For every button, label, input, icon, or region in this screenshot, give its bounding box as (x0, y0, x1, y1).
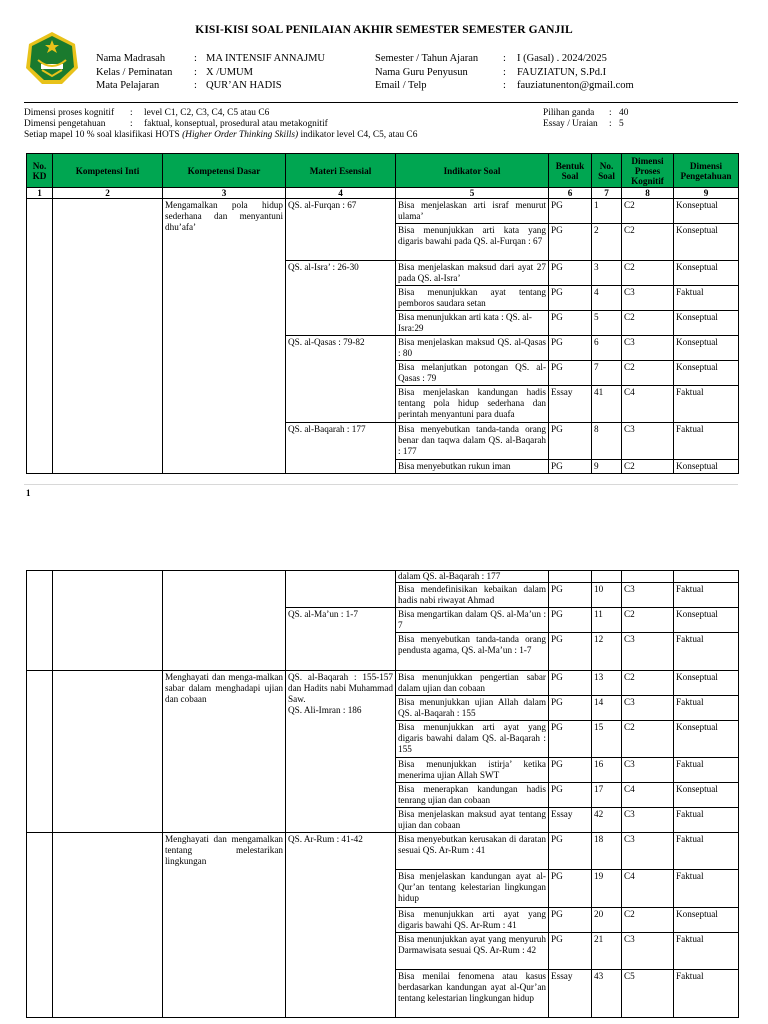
indikator-cell: Bisa menunjukkan arti kata : QS. al-Isra:29 (396, 311, 549, 336)
dimension-value: level C1, C2, C3, C4, C5 atau C6 (144, 108, 270, 118)
dimension-notes (24, 108, 328, 130)
hots-italic: (Higher Order Thinking Skills) (182, 130, 299, 140)
col-header-kompetensi-inti: Kompetensi Inti (53, 154, 163, 188)
info-colon: : (503, 53, 506, 64)
kognitif-cell: C3 (622, 758, 674, 783)
info-row-kelas (96, 66, 325, 80)
no-soal-cell: 12 (592, 633, 622, 671)
col-number: 2 (53, 188, 163, 199)
kognitif-cell (622, 571, 674, 583)
kognitif-cell: C2 (622, 311, 674, 336)
indikator-cell: dalam QS. al-Baqarah : 177 (396, 571, 549, 583)
no-soal-cell: 16 (592, 758, 622, 783)
kognitif-cell: C2 (622, 460, 674, 474)
indikator-cell: Bisa menyebutkan tanda-tanda orang pendusta agama, QS. al-Ma’un : 1-7 (396, 633, 549, 671)
col-header-bentuk: Bentuk Soal (549, 154, 592, 188)
bentuk-cell: Essay (549, 808, 592, 833)
kognitif-cell: C2 (622, 721, 674, 758)
bentuk-cell: PG (549, 833, 592, 870)
pengetahuan-cell: Faktual (674, 633, 739, 671)
kognitif-cell: C2 (622, 224, 674, 261)
info-value: I (Gasal) . 2024/2025 (517, 53, 607, 64)
pengetahuan-cell: Konseptual (674, 199, 739, 224)
kisi-table-page-2 (26, 570, 739, 1018)
kompetensi-inti-cell (53, 199, 163, 474)
bentuk-cell: PG (549, 870, 592, 908)
bentuk-cell: PG (549, 696, 592, 721)
count-row (543, 119, 628, 130)
pengetahuan-cell: Konseptual (674, 608, 739, 633)
pengetahuan-cell: Faktual (674, 423, 739, 460)
indikator-cell: Bisa menjelaskan kandungan hadis tentang pola hidup sederhana dan perintah menyantuni para duafa (396, 386, 549, 423)
no-kd-cell (27, 833, 53, 1018)
info-value: fauziatunenton@gmail.com (517, 80, 634, 91)
school-info (96, 52, 325, 93)
info-colon: : (194, 53, 197, 64)
bentuk-cell: PG (549, 933, 592, 970)
pengetahuan-cell: Konseptual (674, 671, 739, 696)
bentuk-cell: PG (549, 783, 592, 808)
materi-cell: QS. al-Qasas : 79-82 (286, 336, 396, 423)
pengetahuan-cell: Konseptual (674, 224, 739, 261)
bentuk-cell: PG (549, 608, 592, 633)
table-row (27, 671, 739, 696)
info-value: MA INTENSIF ANNAJMU (206, 53, 326, 64)
no-soal-cell: 17 (592, 783, 622, 808)
pengetahuan-cell: Faktual (674, 386, 739, 423)
hots-prefix: Setiap mapel 10 % soal klasifikasi HOTS (24, 130, 183, 140)
dimension-row (24, 119, 328, 130)
no-soal-cell: 18 (592, 833, 622, 870)
no-soal-cell: 19 (592, 870, 622, 908)
col-number: 6 (549, 188, 592, 199)
kompetensi-inti-cell (53, 833, 163, 1018)
dimension-colon: : (130, 108, 133, 118)
page-number: 1 (26, 488, 31, 498)
col-number: 5 (396, 188, 549, 199)
bentuk-cell: PG (549, 423, 592, 460)
pengetahuan-cell: Konseptual (674, 261, 739, 286)
kognitif-cell: C3 (622, 286, 674, 311)
no-kd-cell (27, 571, 53, 671)
no-soal-cell: 6 (592, 336, 622, 361)
count-label: Pilihan ganda (543, 108, 595, 118)
no-soal-cell: 20 (592, 908, 622, 933)
info-row-mapel (96, 79, 325, 93)
materi-cell (286, 671, 396, 833)
bentuk-cell: Essay (549, 970, 592, 1018)
materi-cell: QS. al-Baqarah : 177 (286, 423, 396, 474)
bentuk-cell: PG (549, 671, 592, 696)
indikator-cell: Bisa mengartikan dalam QS. al-Ma’un : 7 (396, 608, 549, 633)
no-soal-cell: 41 (592, 386, 622, 423)
pengetahuan-cell: Faktual (674, 696, 739, 721)
kompetensi-dasar-cell: Menghayati dan menga-malkan sabar dalam menghadapi ujian dan cobaan (163, 671, 286, 833)
hots-suffix: indikator level C4, C5, atau C6 (298, 130, 418, 140)
dimension-row (24, 108, 328, 119)
indikator-cell: Bisa menunjukkan ayat yang menyuruh Darmawisata sesuai QS. Ar-Rum : 42 (396, 933, 549, 970)
indikator-cell: Bisa menunjukkan arti ayat yang digaris bawahi dalam QS. al-Baqarah : 155 (396, 721, 549, 758)
info-label: Mata Pelajaran (96, 80, 160, 91)
question-count-notes (543, 108, 628, 130)
col-header-indikator: Indikator Soal (396, 154, 549, 188)
materi-text: QS. al-Baqarah : 155-157 dan Hadits nabi Muhammad Saw. (288, 672, 393, 704)
indikator-cell: Bisa menyebutkan tanda-tanda orang benar dan taqwa dalam QS. al-Baqarah : 177 (396, 423, 549, 460)
count-label: Essay / Uraian (543, 119, 598, 129)
pengetahuan-cell: Faktual (674, 870, 739, 908)
kisi-table-page-1 (26, 153, 739, 474)
bentuk-cell: PG (549, 224, 592, 261)
col-number: 7 (592, 188, 622, 199)
no-soal-cell: 8 (592, 423, 622, 460)
kognitif-cell: C2 (622, 261, 674, 286)
col-number: 8 (622, 188, 674, 199)
indikator-cell: Bisa menunjukkan ayat tentang pemboros saudara setan (396, 286, 549, 311)
info-colon: : (194, 66, 197, 78)
col-number: 1 (27, 188, 53, 199)
kognitif-cell: C3 (622, 933, 674, 970)
info-label: Nama Guru Penyusun (375, 66, 468, 78)
bentuk-cell: PG (549, 286, 592, 311)
table-row (27, 199, 739, 224)
info-label: Kelas / Peminatan (96, 66, 173, 78)
info-value: QUR’AN HADIS (206, 80, 282, 91)
info-colon: : (194, 80, 197, 91)
no-kd-cell (27, 671, 53, 833)
header-divider (24, 102, 738, 103)
info-label: Email / Telp (375, 80, 427, 91)
materi-cell: QS. al-Furqan : 67 (286, 199, 396, 261)
no-soal-cell (592, 571, 622, 583)
hots-note (24, 130, 417, 140)
no-soal-cell: 14 (592, 696, 622, 721)
kompetensi-inti-cell (53, 671, 163, 833)
indikator-cell: Bisa menjelaskan maksud QS. al-Qasas : 80 (396, 336, 549, 361)
bentuk-cell: PG (549, 261, 592, 286)
no-soal-cell: 9 (592, 460, 622, 474)
col-number: 3 (163, 188, 286, 199)
count-colon: : (609, 119, 612, 129)
materi-cell: QS. al-Ma’un : 1-7 (286, 608, 396, 671)
pengetahuan-cell: Konseptual (674, 311, 739, 336)
kognitif-cell: C2 (622, 608, 674, 633)
no-soal-cell: 7 (592, 361, 622, 386)
indikator-cell: Bisa menyebutkan kerusakan di daratan sesuai QS. Ar-Rum : 41 (396, 833, 549, 870)
kognitif-cell: C3 (622, 336, 674, 361)
pengetahuan-cell: Faktual (674, 583, 739, 608)
kognitif-cell: C2 (622, 361, 674, 386)
materi-cell: QS. al-Isra’ : 26-30 (286, 261, 396, 336)
no-soal-cell: 13 (592, 671, 622, 696)
no-soal-cell: 1 (592, 199, 622, 224)
indikator-cell: Bisa menjelaskan arti israf menurut ulama’ (396, 199, 549, 224)
pengetahuan-cell: Faktual (674, 808, 739, 833)
kognitif-cell: C2 (622, 671, 674, 696)
indikator-cell: Bisa mendefinisikan kebaikan dalam hadis nabi riwayat Ahmad (396, 583, 549, 608)
pengetahuan-cell: Faktual (674, 758, 739, 783)
info-row-semester (375, 52, 634, 66)
no-soal-cell: 5 (592, 311, 622, 336)
info-colon: : (503, 80, 506, 91)
kognitif-cell: C4 (622, 870, 674, 908)
bentuk-cell: PG (549, 199, 592, 224)
indikator-cell: Bisa menerapkan kandungan hadis tenrang ujian dan cobaan (396, 783, 549, 808)
kognitif-cell: C3 (622, 833, 674, 870)
kognitif-cell: C3 (622, 696, 674, 721)
kompetensi-dasar-cell: Mengamalkan pola hidup sederhana dan menyantuni dhu’afa’ (163, 199, 286, 474)
count-value: 40 (619, 108, 629, 118)
dimension-label: Dimensi proses kognitif (24, 108, 115, 118)
no-soal-cell: 4 (592, 286, 622, 311)
col-header-kompetensi-dasar: Kompetensi Dasar (163, 154, 286, 188)
col-header-materi: Materi Esensial (286, 154, 396, 188)
col-header-no-kd: No. KD (27, 154, 53, 188)
kompetensi-inti-cell (53, 571, 163, 671)
pengetahuan-cell: Faktual (674, 286, 739, 311)
kognitif-cell: C4 (622, 386, 674, 423)
kognitif-cell: C3 (622, 808, 674, 833)
kompetensi-dasar-cell (163, 571, 286, 671)
no-soal-cell: 2 (592, 224, 622, 261)
info-label: Semester / Tahun Ajaran (375, 53, 479, 64)
bentuk-cell: PG (549, 908, 592, 933)
info-row-guru (375, 66, 634, 80)
pengetahuan-cell: Faktual (674, 833, 739, 870)
bentuk-cell: PG (549, 336, 592, 361)
indikator-cell: Bisa menunjukkan istirja’ ketika menerima ujian Allah SWT (396, 758, 549, 783)
bentuk-cell (549, 571, 592, 583)
pengetahuan-cell: Konseptual (674, 460, 739, 474)
info-label: Nama Madrasah (96, 53, 166, 64)
indikator-cell: Bisa menyebutkan rukun iman (396, 460, 549, 474)
kognitif-cell: C2 (622, 908, 674, 933)
col-header-no-soal: No. Soal (592, 154, 622, 188)
bentuk-cell: PG (549, 460, 592, 474)
col-number: 9 (674, 188, 739, 199)
no-soal-cell: 42 (592, 808, 622, 833)
indikator-cell: Bisa menunjukkan arti kata yang digaris bawahi pada QS. al-Furqan : 67 (396, 224, 549, 261)
table-row (27, 833, 739, 870)
kognitif-cell: C2 (622, 199, 674, 224)
indikator-cell: Bisa menilai fenomena atau kasus berdasarkan kandungan ayat al-Qur’an tentang kelestarian lingkungan hidup (396, 970, 549, 1018)
no-soal-cell: 3 (592, 261, 622, 286)
info-value: FAUZIATUN, S.Pd.I (517, 66, 607, 78)
kognitif-cell: C5 (622, 970, 674, 1018)
materi-cell: QS. Ar-Rum : 41-42 (286, 833, 396, 1018)
kompetensi-dasar-cell: Menghayati dan mengamalkan tentang melestarikan lingkungan (163, 833, 286, 1018)
indikator-cell: Bisa menunjukkan pengertian sabar dalam ujian dan cobaan (396, 671, 549, 696)
pengetahuan-cell: Konseptual (674, 361, 739, 386)
indikator-cell: Bisa menunjukkan ujian Allah dalam QS. al-Baqarah : 155 (396, 696, 549, 721)
bentuk-cell: PG (549, 311, 592, 336)
pengetahuan-cell: Konseptual (674, 721, 739, 758)
col-header-pengetahuan: Dimensi Pengetahuan (674, 154, 739, 188)
indikator-cell: Bisa menunjukkan arti ayat yang digaris bawahi QS. Ar-Rum : 41 (396, 908, 549, 933)
teacher-info (375, 52, 634, 93)
bentuk-cell: Essay (549, 386, 592, 423)
indikator-cell: Bisa melanjutkan potongan QS. al-Qasas : 79 (396, 361, 549, 386)
info-colon: : (503, 66, 506, 78)
kognitif-cell: C3 (622, 633, 674, 671)
pengetahuan-cell (674, 571, 739, 583)
bentuk-cell: PG (549, 721, 592, 758)
column-number-row (27, 188, 739, 199)
table-header-row (27, 154, 739, 188)
dimension-label: Dimensi pengetahuan (24, 119, 106, 129)
no-soal-cell: 10 (592, 583, 622, 608)
no-soal-cell: 11 (592, 608, 622, 633)
col-number: 4 (286, 188, 396, 199)
kognitif-cell: C4 (622, 783, 674, 808)
materi-cell (286, 571, 396, 608)
pengetahuan-cell: Konseptual (674, 783, 739, 808)
dimension-value: faktual, konseptual, prosedural atau metakognitif (144, 119, 328, 129)
pengetahuan-cell: Konseptual (674, 336, 739, 361)
pengetahuan-cell: Konseptual (674, 908, 739, 933)
bentuk-cell: PG (549, 758, 592, 783)
bentuk-cell: PG (549, 633, 592, 671)
indikator-cell: Bisa menjelaskan kandungan ayat al-Qur’an tentang kelestarian lingkungan hidup (396, 870, 549, 908)
kognitif-cell: C3 (622, 423, 674, 460)
materi-text: QS. Ali-Imran : 186 (288, 705, 362, 715)
col-header-kognitif: Dimensi Proses Kognitif (622, 154, 674, 188)
pengetahuan-cell: Faktual (674, 933, 739, 970)
no-soal-cell: 43 (592, 970, 622, 1018)
kognitif-cell: C3 (622, 583, 674, 608)
table-row (27, 571, 739, 583)
indikator-cell: Bisa menjelaskan maksud ayat tentang ujian dan cobaan (396, 808, 549, 833)
no-kd-cell (27, 199, 53, 474)
indikator-cell: Bisa menjelaskan maksud dari ayat 27 pada QS. al-Isra’ (396, 261, 549, 286)
bentuk-cell: PG (549, 361, 592, 386)
info-row-madrasah (96, 52, 325, 66)
bentuk-cell: PG (549, 583, 592, 608)
count-colon: : (609, 108, 612, 118)
no-soal-cell: 15 (592, 721, 622, 758)
document-title: KISI-KISI SOAL PENILAIAN AKHIR SEMESTER SEMESTER GANJIL (195, 24, 573, 36)
madrasah-logo-icon (24, 30, 80, 86)
info-value: X /UMUM (206, 66, 253, 78)
pengetahuan-cell: Faktual (674, 970, 739, 1018)
page-break-line (24, 484, 738, 485)
count-value: 5 (619, 119, 624, 129)
dimension-colon: : (130, 119, 133, 129)
count-row (543, 108, 628, 119)
info-row-email (375, 79, 634, 93)
no-soal-cell: 21 (592, 933, 622, 970)
